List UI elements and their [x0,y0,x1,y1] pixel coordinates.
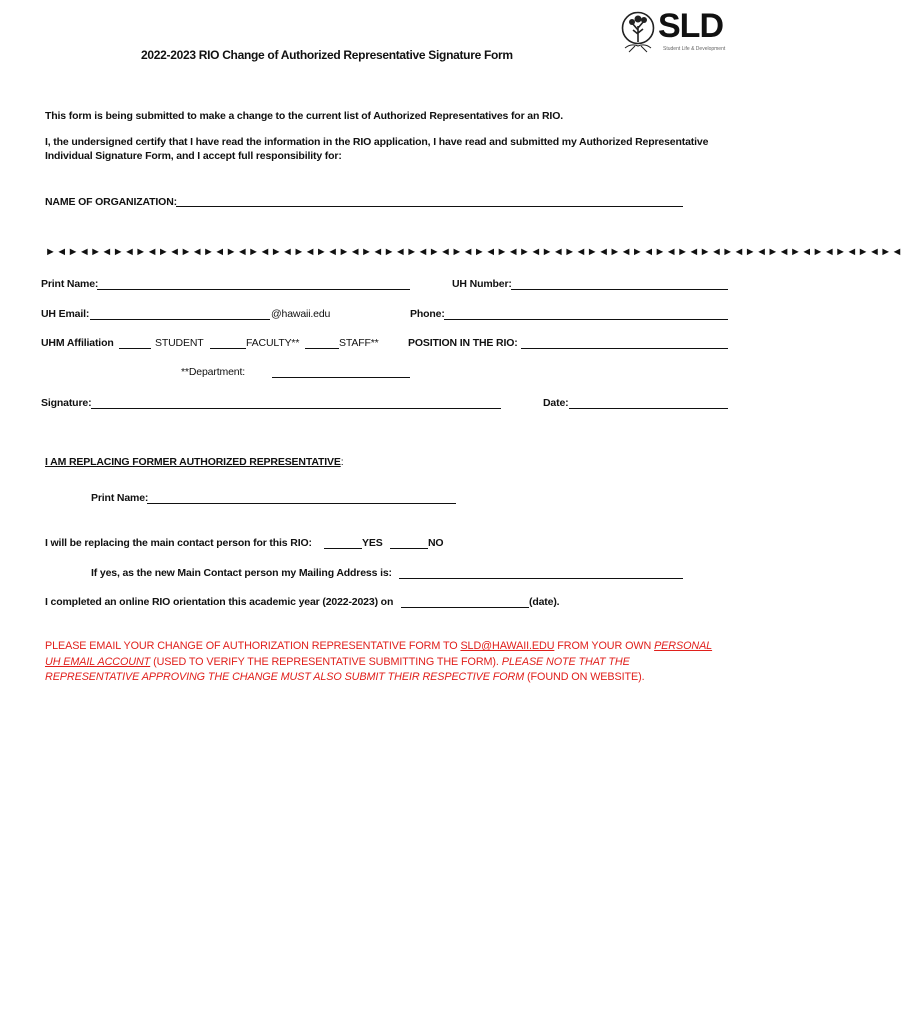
staff-option: STAFF** [339,337,379,349]
faculty-option: FACULTY** [246,337,300,349]
orientation-label: I completed an online RIO orientation this academic year (2022-2023) on [45,596,394,608]
uh-number-label: UH Number: [452,278,512,290]
logo-subtitle: Student Life & Development [663,46,726,52]
submission-email-link[interactable]: SLD@HAWAII.EDU [460,640,555,652]
mailing-address-label: If yes, as the new Main Contact person my Mailing Address is: [91,567,392,579]
print-name-field[interactable] [97,289,410,290]
date-field[interactable] [569,408,728,409]
phone-field[interactable] [444,319,728,320]
position-field[interactable] [521,348,728,349]
tree-icon [621,8,657,54]
affiliation-label: UHM Affiliation [41,337,114,349]
yes-option: YES [362,537,383,549]
main-contact-question: I will be replacing the main contact person for this RIO: [45,537,312,549]
print-name-label: Print Name: [41,278,99,290]
no-option: NO [428,537,444,549]
submission-notice [45,639,725,686]
student-check-field[interactable] [119,348,151,349]
sld-logo [621,8,731,56]
intro-line-1: This form is being submitted to make a change to the current list of Authorized Representatives for an RIO. [45,110,563,122]
notice-part-3: (USED TO VERIFY THE REPRESENTATIVE SUBMITTING THE FORM). [150,655,502,668]
position-label: POSITION IN THE RIO: [408,337,518,349]
date-label: Date: [543,397,569,409]
notice-personal-account: PERSONAL UH EMAIL ACCOUNT [45,640,713,668]
email-domain-suffix: @hawaii.edu [271,308,331,320]
signature-field[interactable] [91,408,501,409]
arrow-divider: ►◄►◄►◄►◄►◄►◄►◄►◄►◄►◄►◄►◄►◄►◄►◄►◄►◄►◄►◄►◄►◄►◄►◄►◄►◄►◄►◄►◄►◄►◄►◄►◄►◄►◄►◄►◄►◄►◄ [45,246,903,258]
notice-part-2: FROM YOUR OWN [554,640,655,652]
orientation-date-suffix: (date). [529,596,560,608]
intro-line-2a: I, the undersigned certify that I have read the information in the RIO application, I have read and submitted my Authorized Representative [45,136,709,148]
student-option: STUDENT [155,337,204,349]
uh-email-label: UH Email: [41,308,90,320]
logo-text: SLD [658,7,723,45]
organization-label: NAME OF ORGANIZATION: [45,196,177,208]
organization-field[interactable] [176,206,683,207]
uh-number-field[interactable] [511,289,728,290]
department-field[interactable] [272,377,410,378]
no-field[interactable] [390,548,428,549]
notice-approver-note: PLEASE NOTE THAT THE REPRESENTATIVE APPROVING THE CHANGE MUST ALSO SUBMIT THEIR RESPECTIVE FORM [45,655,630,683]
replacing-heading-text: I AM REPLACING FORMER AUTHORIZED REPRESENTATIVE [45,456,341,468]
department-label: **Department: [181,366,245,378]
phone-label: Phone: [410,308,445,320]
notice-part-4: (FOUND ON WEBSITE). [524,671,645,683]
faculty-check-field[interactable] [210,348,246,349]
former-print-name-field[interactable] [147,503,456,504]
staff-check-field[interactable] [305,348,339,349]
uh-email-field[interactable] [90,319,270,320]
former-print-name-label: Print Name: [91,492,149,504]
replacing-heading [45,456,344,468]
signature-label: Signature: [41,397,92,409]
mailing-address-field[interactable] [399,578,683,579]
yes-field[interactable] [324,548,362,549]
form-title: 2022-2023 RIO Change of Authorized Representative Signature Form [141,48,513,62]
notice-part-1: PLEASE EMAIL YOUR CHANGE OF AUTHORIZATION REPRESENTATIVE FORM TO [45,640,461,652]
orientation-date-field[interactable] [401,607,529,608]
intro-line-2b: Individual Signature Form, and I accept full responsibility for: [45,150,342,162]
replacing-heading-colon: : [340,456,344,468]
